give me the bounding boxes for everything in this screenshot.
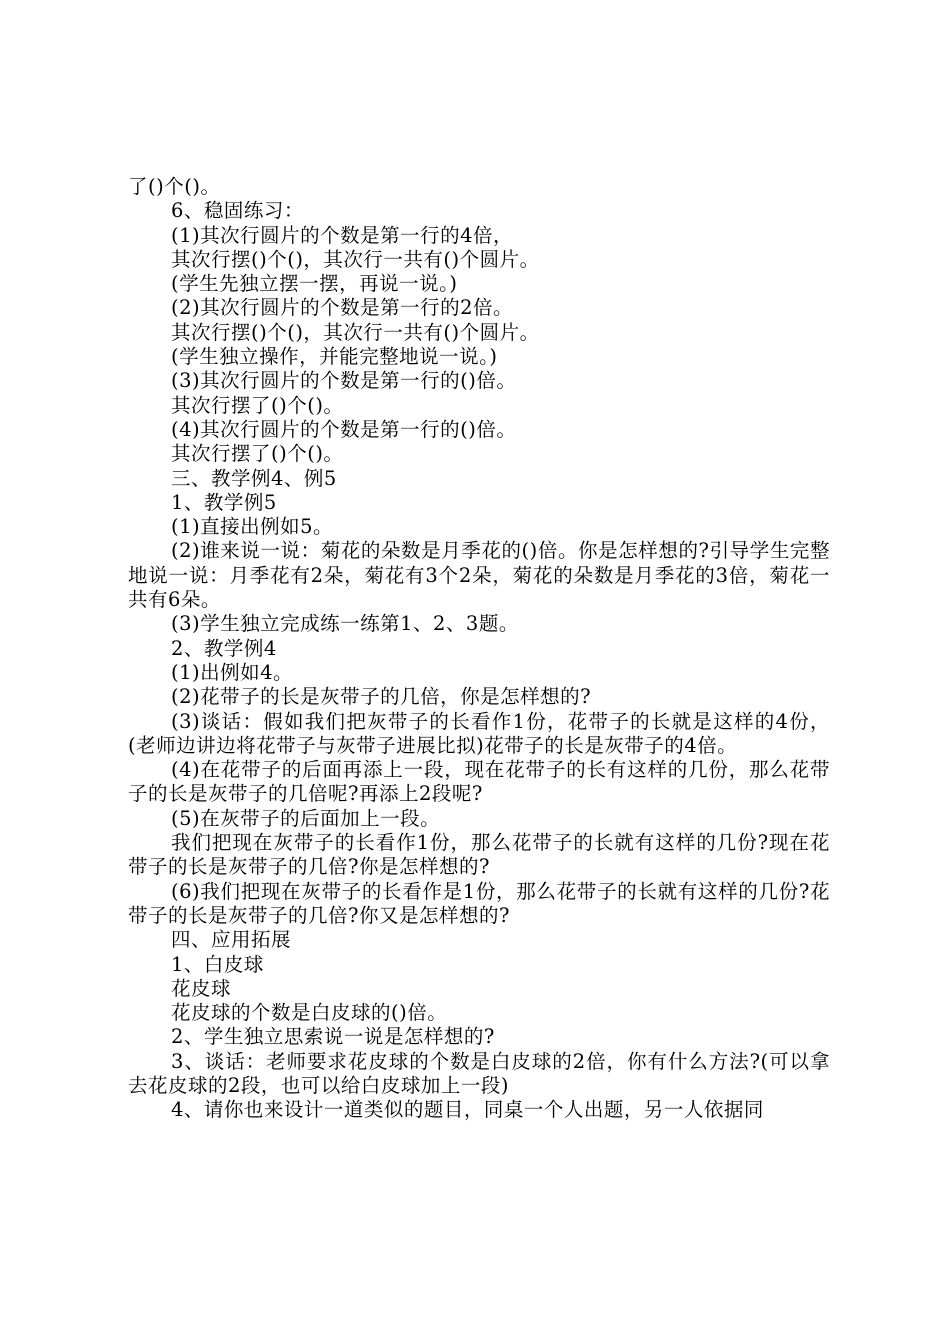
paragraph: (2)其次行圆片的个数是第一行的2倍。 <box>171 296 514 320</box>
paragraph: 了()个()。 <box>128 175 221 198</box>
paragraph: 其次行摆了()个()。 <box>171 442 344 466</box>
paragraph: 2、教学例4 <box>171 636 277 660</box>
paragraph: 1、白皮球 <box>171 952 264 976</box>
paragraph: 其次行摆了()个()。 <box>171 393 344 417</box>
paragraph: 6、稳固练习： <box>171 199 304 223</box>
paragraph: (3)其次行圆片的个数是第一行的()倍。 <box>171 369 517 393</box>
paragraph: 1、教学例5 <box>171 490 277 514</box>
paragraph: (学生先独立摆一摆，再说一说。) <box>171 272 458 296</box>
document-body <box>128 175 830 1123</box>
paragraph: 4、请你也来设计一道类似的题目，同桌一个人出题，另一人依据同 <box>171 1098 764 1122</box>
paragraph: (4)在花带子的后面再添上一段，现在花带子的长有这样的几份，那么花带子的长是灰带子的几倍呢?再添上2段呢? <box>128 758 830 806</box>
paragraph: (6)我们把现在灰带子的长看作是1份，那么花带子的长就有这样的几份?花带子的长是灰带子的几倍?你又是怎样想的? <box>128 879 830 927</box>
paragraph: (2)谁来说一说：菊花的朵数是月季花的()倍。你是怎样想的?引导学生完整地说一说：月季花有2朵，菊花有3个2朵，菊花的朵数是月季花的3倍，菊花一共有6朵。 <box>128 539 830 612</box>
paragraph: 其次行摆()个()，其次行一共有()个圆片。 <box>171 320 540 344</box>
paragraph: 我们把现在灰带子的长看作1份，那么花带子的长就有这样的几份?现在花带子的长是灰带子的几倍?你是怎样想的? <box>128 831 830 879</box>
paragraph: 3、谈话：老师要求花皮球的个数是白皮球的2倍，你有什么方法?(可以拿去花皮球的2段，也可以给白皮球加上一段) <box>128 1049 830 1097</box>
paragraph: (3)学生独立完成练一练第1、2、3题。 <box>171 612 519 636</box>
paragraph: 花皮球 <box>171 976 232 1000</box>
paragraph: (1)直接出例如5。 <box>171 515 334 539</box>
paragraph: (4)其次行圆片的个数是第一行的()倍。 <box>171 417 517 441</box>
paragraph: 2、学生独立思索说一说是怎样想的? <box>171 1025 495 1049</box>
paragraph: (5)在灰带子的后面加上一段。 <box>171 806 441 830</box>
paragraph: (3)谈话：假如我们把灰带子的长看作1份，花带子的长就是这样的4份，(老师边讲边将花带子与灰带子进展比拟)花带子的长是灰带子的4倍。 <box>128 709 830 757</box>
paragraph: (1)出例如4。 <box>171 660 294 684</box>
paragraph: (2)花带子的长是灰带子的几倍，你是怎样想的? <box>171 685 592 709</box>
paragraph: (1)其次行圆片的个数是第一行的4倍， <box>171 223 514 247</box>
section-heading: 四、应用拓展 <box>171 928 292 952</box>
paragraph: (学生独立操作，并能完整地说一说。) <box>171 345 498 369</box>
paragraph: 花皮球的个数是白皮球的()倍。 <box>171 1001 448 1025</box>
paragraph: 其次行摆()个()，其次行一共有()个圆片。 <box>171 247 540 271</box>
section-heading: 三、教学例4、例5 <box>171 466 337 490</box>
